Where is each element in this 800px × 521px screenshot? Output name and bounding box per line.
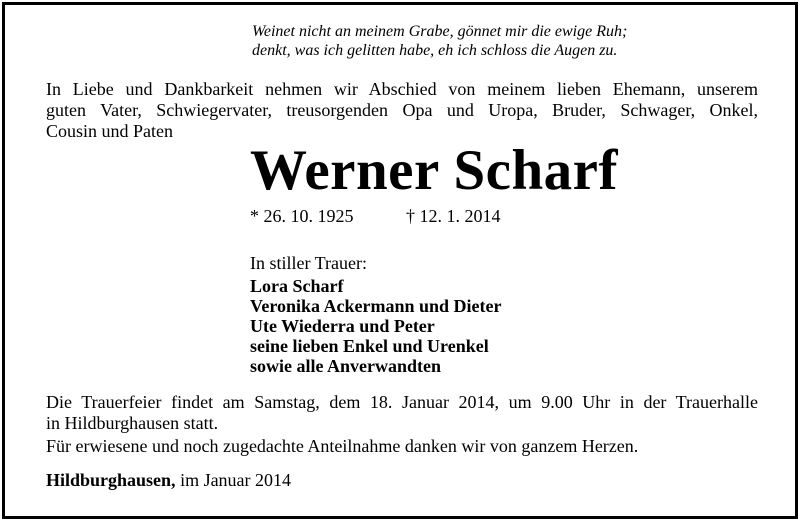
life-dates bbox=[250, 205, 501, 227]
service-line-1: Die Trauerfeier findet am Samstag, dem 18. Januar 2014, um 9.00 Uhr in der Trauerhalle bbox=[46, 392, 758, 412]
mourner-name: Lora Scharf bbox=[250, 276, 344, 296]
epitaph-quote bbox=[252, 22, 627, 60]
intro-paragraph bbox=[46, 79, 758, 142]
mourner-name: seine lieben Enkel und Urenkel bbox=[250, 336, 489, 356]
service-line-2: in Hildburghausen statt. bbox=[46, 413, 219, 433]
deceased-name: Werner Scharf bbox=[250, 139, 618, 202]
quote-line-1: Weinet nicht an meinem Grabe, gönnet mir die ewige Ruh; bbox=[252, 23, 628, 40]
death-date: † 12. 1. 2014 bbox=[406, 206, 501, 226]
intro-line-3: Cousin und Paten bbox=[46, 121, 174, 141]
mourner-name: sowie alle Anverwandten bbox=[250, 356, 441, 376]
closing-place: Hildburghausen, bbox=[46, 470, 176, 490]
thanks-note: Für erwiesene und noch zugedachte Anteilnahme danken wir von ganzem Herzen. bbox=[46, 436, 639, 456]
intro-line-2: guten Vater, Schwiegervater, treusorgenden Opa und Uropa, Bruder, Schwager, Onkel, bbox=[46, 100, 758, 120]
intro-line-1: In Liebe und Dankbarkeit nehmen wir Abschied von meinem lieben Ehemann, unserem bbox=[46, 79, 758, 99]
mourning-heading: In stiller Trauer: bbox=[250, 253, 367, 273]
closing-line bbox=[46, 469, 291, 491]
quote-line-2: denkt, was ich gelitten habe, eh ich schloss die Augen zu. bbox=[252, 42, 618, 59]
service-announcement bbox=[46, 392, 758, 434]
mourner-name: Ute Wiederra und Peter bbox=[250, 316, 435, 336]
birth-date: * 26. 10. 1925 bbox=[250, 206, 354, 226]
mourner-name: Veronika Ackermann und Dieter bbox=[250, 296, 502, 316]
closing-date: im Januar 2014 bbox=[180, 470, 292, 490]
mourners-list bbox=[250, 276, 502, 376]
